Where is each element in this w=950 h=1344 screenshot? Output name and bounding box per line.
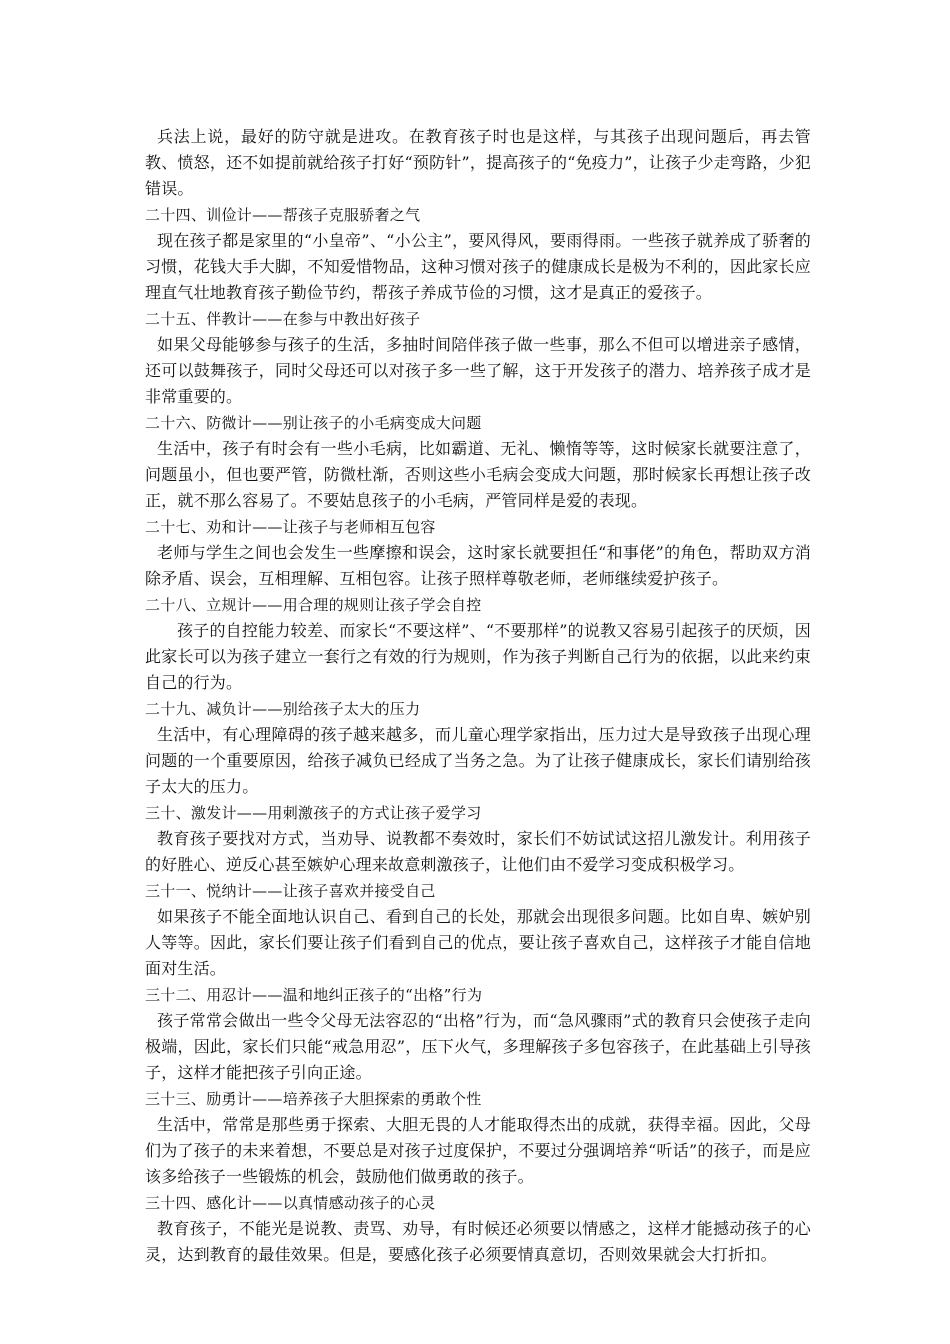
- document-page: [145, 124, 811, 1268]
- section-34: [145, 1190, 811, 1268]
- section-body: 生活中，孩子有时会有一些小毛病，比如霸道、无礼、懒惰等等，这时候家长就要注意了，问题虽小，但也要严管，防微杜渐，否则这些小毛病会变成大问题，那时候家长再想让孩子改正，就不那么容易了。不要姑息孩子的小毛病，严管同样是爱的表现。: [145, 439, 811, 510]
- section-heading: 二十九、减负计——别给孩子太大的压力: [145, 700, 421, 718]
- section-heading: 三十四、感化计——以真情感动孩子的心灵: [145, 1194, 436, 1212]
- section-25: [145, 306, 811, 410]
- section-heading: 三十、激发计——用刺激孩子的方式让孩子爱学习: [145, 804, 482, 822]
- section-27: [145, 514, 811, 592]
- section-body: 现在孩子都是家里的“小皇帝”、“小公主”，要风得风，要雨得雨。一些孩子就养成了骄奢的习惯，花钱大手大脚，不知爱惜物品，这种习惯对孩子的健康成长是极为不利的，因此家长应理直气壮地教育孩子勤俭节约，帮孩子养成节俭的习惯，这才是真正的爱孩子。: [145, 231, 811, 302]
- section-30: [145, 800, 811, 878]
- section-29: [145, 696, 811, 800]
- section-body: 老师与学生之间也会发生一些摩擦和误会，这时家长就要担任“和事佬”的角色，帮助双方消除矛盾、误会，互相理解、互相包容。让孩子照样尊敬老师，老师继续爱护孩子。: [145, 543, 811, 588]
- section-body: 教育孩子要找对方式，当劝导、说教都不奏效时，家长们不妨试试这招儿激发计。利用孩子的好胜心、逆反心甚至嫉妒心理来故意刺激孩子，让他们由不爱学习变成积极学习。: [145, 829, 811, 874]
- section-body: 如果父母能够参与孩子的生活，多抽时间陪伴孩子做一些事，那么不但可以增进亲子感情，还可以鼓舞孩子，同时父母还可以对孩子多一些了解，这于开发孩子的潜力、培养孩子成才是非常重要的。: [145, 335, 811, 406]
- section-24: [145, 202, 811, 306]
- section-heading: 二十八、立规计——用合理的规则让孩子学会自控: [145, 596, 482, 614]
- intro-paragraph: 兵法上说，最好的防守就是进攻。在教育孩子时也是这样，与其孩子出现问题后，再去管教、愤怒，还不如提前就给孩子打好“预防针”，提高孩子的“免疫力”，让孩子少走弯路，少犯错误。: [145, 127, 811, 198]
- section-32: [145, 982, 811, 1086]
- section-heading: 二十四、训俭计——帮孩子克服骄奢之气: [145, 206, 421, 224]
- section-heading: 三十二、用忍计——温和地纠正孩子的“出格”行为: [145, 986, 483, 1004]
- section-body: 生活中，常常是那些勇于探索、大胆无畏的人才能取得杰出的成就，获得幸福。因此，父母们为了孩子的未来着想，不要总是对孩子过度保护，不要过分强调培养“听话”的孩子，而是应该多给孩子一些锻炼的机会，鼓励他们做勇敢的孩子。: [145, 1115, 811, 1186]
- section-heading: 二十五、伴教计——在参与中教出好孩子: [145, 310, 421, 328]
- section-body: 生活中，有心理障碍的孩子越来越多，而儿童心理学家指出，压力过大是导致孩子出现心理问题的一个重要原因，给孩子减负已经成了当务之急。为了让孩子健康成长，家长们请别给孩子太大的压力。: [145, 725, 811, 796]
- section-heading: 二十六、防微计——别让孩子的小毛病变成大问题: [145, 414, 482, 432]
- section-26: [145, 410, 811, 514]
- section-body: 如果孩子不能全面地认识自己、看到自己的长处，那就会出现很多问题。比如自卑、嫉妒别人等等。因此，家长们要让孩子们看到自己的优点，要让孩子喜欢自己，这样孩子才能自信地面对生活。: [145, 907, 811, 978]
- section-body: 孩子常常会做出一些令父母无法容忍的“出格”行为，而“急风骤雨”式的教育只会使孩子走向极端，因此，家长们只能“戒急用忍”，压下火气，多理解孩子多包容孩子，在此基础上引导孩子，这样才能把孩子引向正途。: [145, 1011, 811, 1082]
- section-heading: 三十三、励勇计——培养孩子大胆探索的勇敢个性: [145, 1090, 482, 1108]
- section-heading: 三十一、悦纳计——让孩子喜欢并接受自己: [145, 882, 436, 900]
- section-heading: 二十七、劝和计——让孩子与老师相互包容: [145, 518, 436, 536]
- section-body: 教育孩子，不能光是说教、责骂、劝导，有时候还必须要以情感之，这样才能撼动孩子的心灵，达到教育的最佳效果。但是，要感化孩子必须要情真意切，否则效果就会大打折扣。: [145, 1219, 811, 1264]
- section-body: 孩子的自控能力较差、而家长“不要这样”、“不要那样”的说教又容易引起孩子的厌烦，因此家长可以为孩子建立一套行之有效的行为规则，作为孩子判断自己行为的依据，以此来约束自己的行为。: [145, 621, 811, 692]
- section-33: [145, 1086, 811, 1190]
- section-31: [145, 878, 811, 982]
- section-28: [145, 592, 811, 696]
